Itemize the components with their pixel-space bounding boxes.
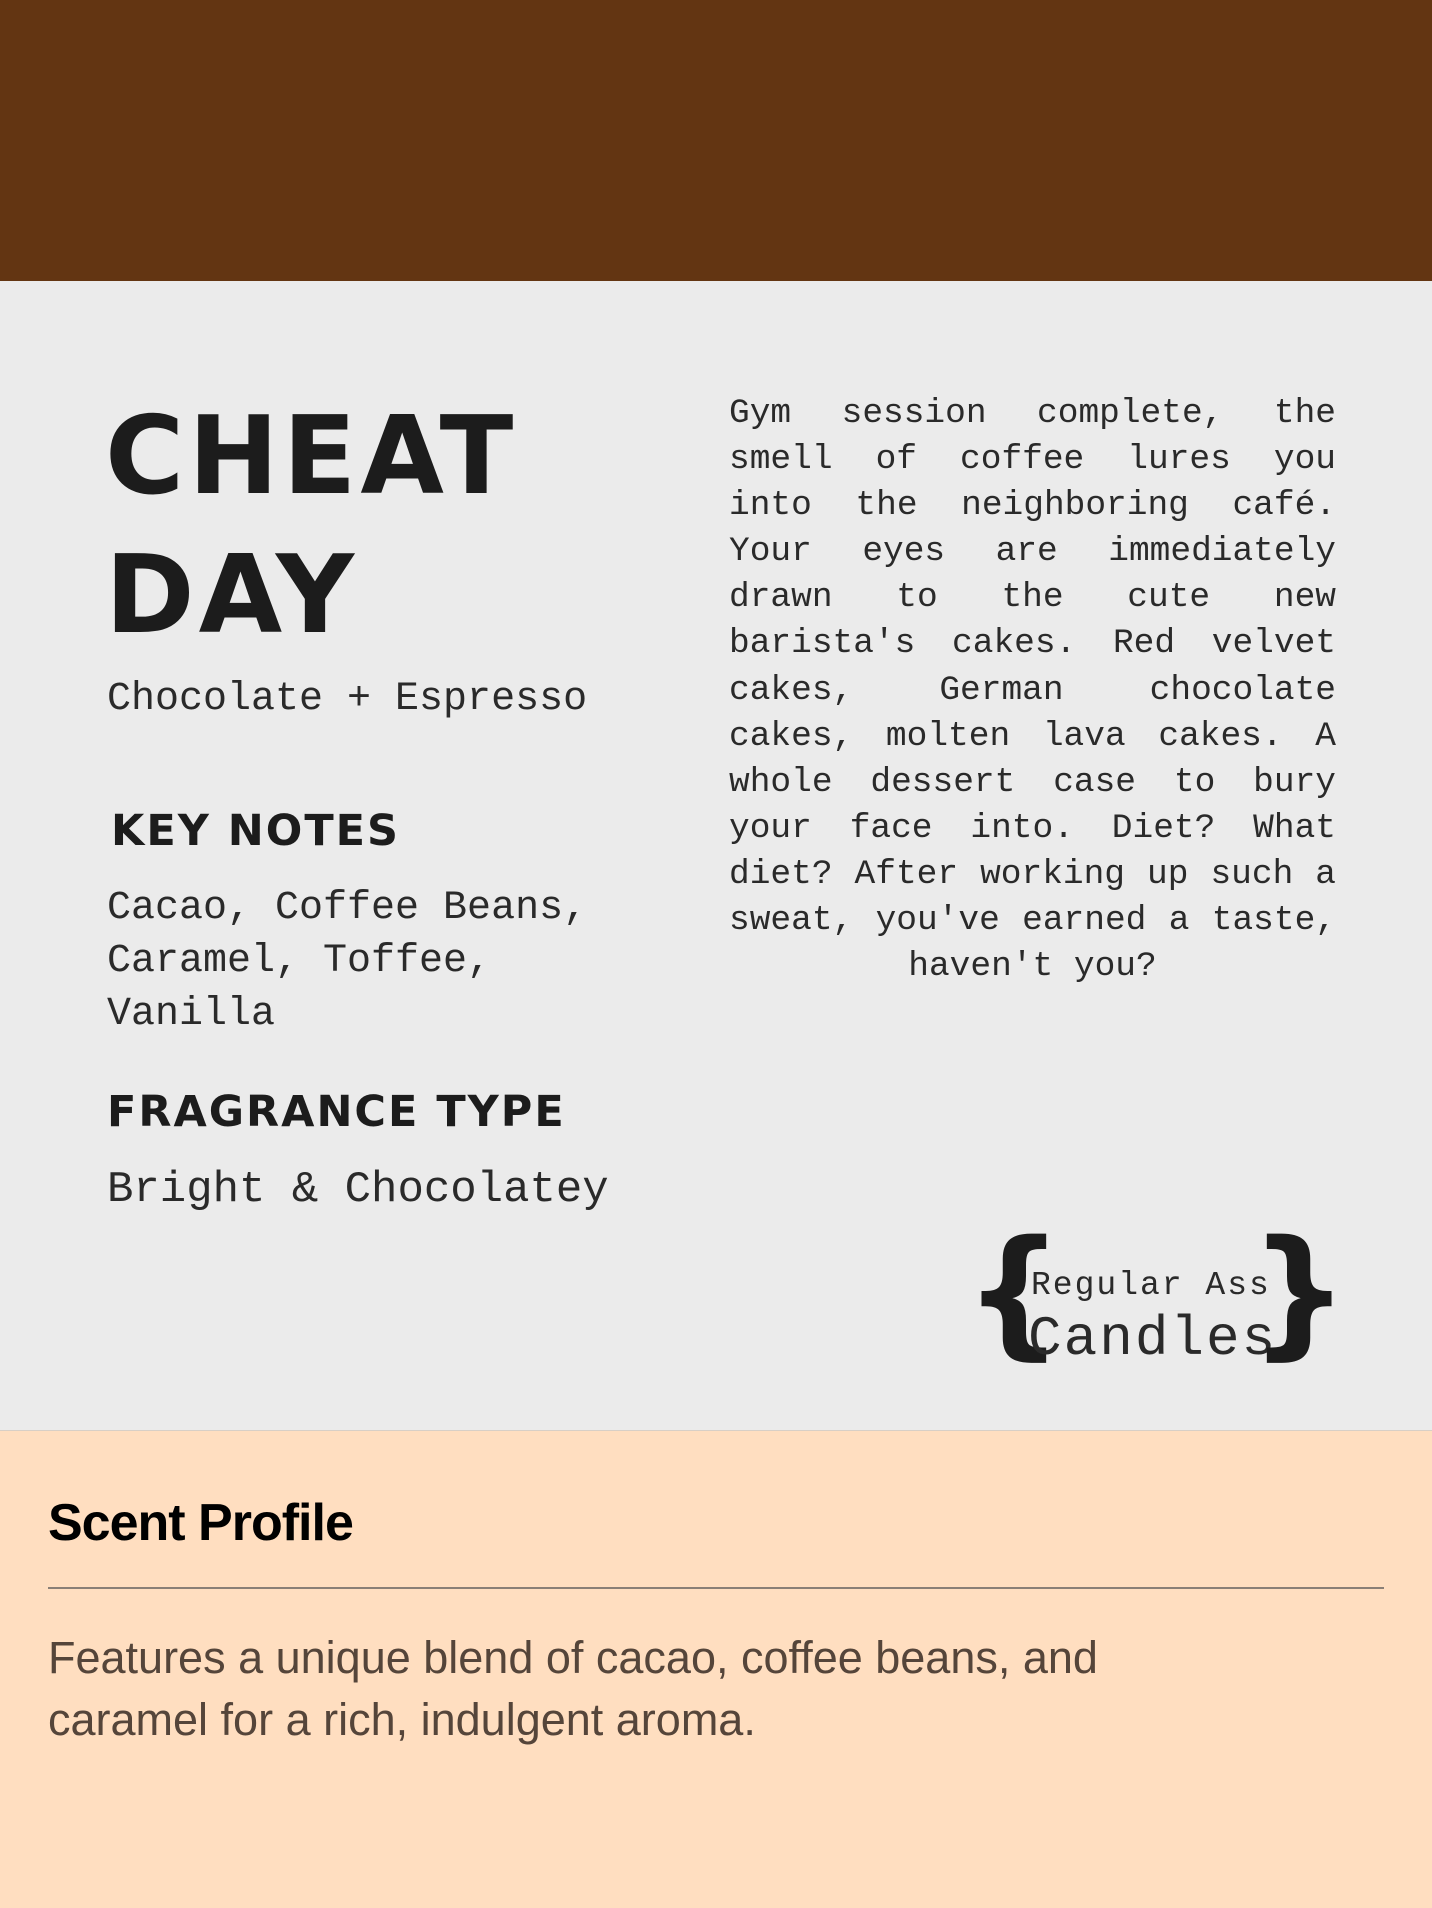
brand-name-line-1: Regular Ass <box>1031 1267 1271 1304</box>
product-story: Gym session complete, the smell of coffee lures you into the neighboring café. Your eyes are immediately drawn to the cute new barista's cakes. Red velvet cakes, German chocolate cakes, molten lava cakes. A whole dessert case to bury your face into. Diet? What diet? After working up such a sweat, you've earned a taste, haven't you? <box>729 394 1336 987</box>
section-divider <box>48 1587 1384 1589</box>
scent-profile-heading: Scent Profile <box>48 1494 353 1552</box>
fragrance-type-heading: FRAGRANCE TYPE <box>107 1087 566 1137</box>
brand-logo <box>964 1211 1349 1374</box>
scent-profile-section <box>48 1431 1384 1751</box>
left-brace-icon: { <box>964 1211 1064 1374</box>
product-subtitle: Chocolate + Espresso <box>107 677 588 722</box>
brand-name-line-2: Candles <box>1028 1307 1278 1371</box>
key-notes-list: Cacao, Coffee Beans, Caramel, Toffee, Vanilla <box>107 886 588 1037</box>
right-brace-icon: } <box>1249 1211 1349 1374</box>
product-label-image <box>0 281 1432 1431</box>
product-title-line-1: CHEAT <box>105 394 518 519</box>
key-notes-heading: KEY NOTES <box>111 806 401 856</box>
product-title-line-2: DAY <box>105 533 359 658</box>
header-color-band <box>0 0 1432 281</box>
fragrance-type-value: Bright & Chocolatey <box>107 1165 609 1215</box>
scent-profile-description: Features a unique blend of cacao, coffee beans, and caramel for a rich, indulgent aroma. <box>48 1632 1098 1745</box>
